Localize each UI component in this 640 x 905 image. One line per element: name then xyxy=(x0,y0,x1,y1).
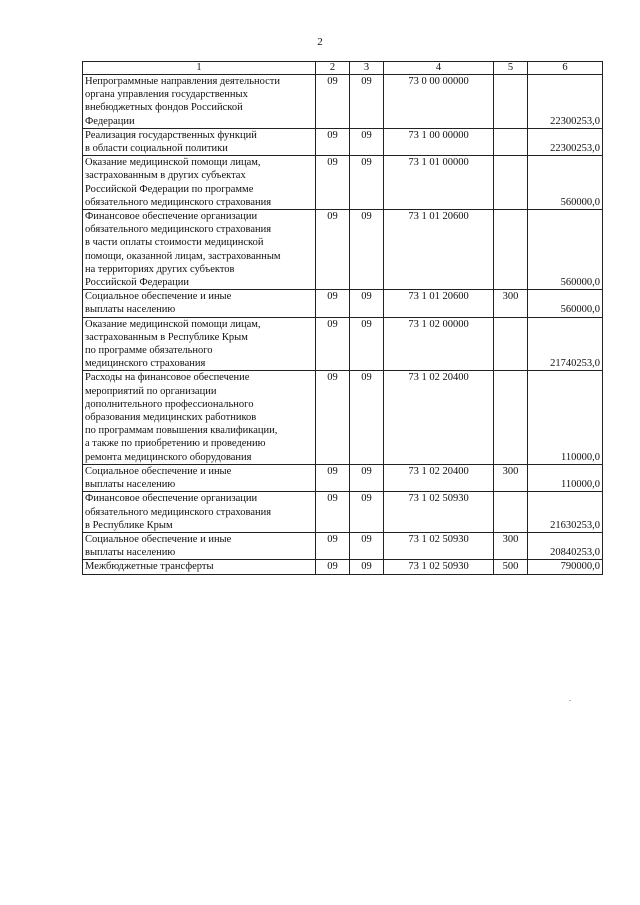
row-section-cell: 09 xyxy=(316,317,350,371)
row-name-cell: Финансовое обеспечение организации обязательного медицинского страхования в части оплаты стоимости медицинской помощи, оказанной лицам, застрахованным на территориях других субъектов Российской Федерации xyxy=(83,210,316,290)
row-expense-type-cell xyxy=(494,156,528,210)
row-name-cell: Межбюджетные трансферты xyxy=(83,560,316,574)
row-subsection-cell: 09 xyxy=(350,317,384,371)
row-amount-cell: 110000,0 xyxy=(528,371,603,464)
row-expense-type-cell: 300 xyxy=(494,532,528,559)
row-amount-cell: 560000,0 xyxy=(528,290,603,317)
table-row xyxy=(83,156,603,210)
table-header xyxy=(83,62,603,75)
row-expense-type-cell: 300 xyxy=(494,464,528,491)
table-row xyxy=(83,210,603,290)
row-target-article-cell: 73 1 02 20400 xyxy=(384,464,494,491)
budget-table xyxy=(82,61,603,575)
table-row xyxy=(83,371,603,464)
header-cell-4: 4 xyxy=(384,62,494,75)
row-subsection-cell: 09 xyxy=(350,210,384,290)
row-target-article-cell: 73 1 01 20600 xyxy=(384,290,494,317)
row-name-cell: Расходы на финансовое обеспечение мероприятий по организации дополнительного профессионального образования медицинских работников по программам повышения квалификации, а также по приобретению и проведению ремонта медицинского оборудования xyxy=(83,371,316,464)
row-amount-cell: 560000,0 xyxy=(528,156,603,210)
header-cell-3: 3 xyxy=(350,62,384,75)
row-target-article-cell: 73 1 02 20400 xyxy=(384,371,494,464)
header-cell-5: 5 xyxy=(494,62,528,75)
row-section-cell: 09 xyxy=(316,156,350,210)
row-expense-type-cell xyxy=(494,492,528,533)
row-expense-type-cell: 300 xyxy=(494,290,528,317)
row-target-article-cell: 73 0 00 00000 xyxy=(384,75,494,129)
header-cell-2: 2 xyxy=(316,62,350,75)
row-section-cell: 09 xyxy=(316,532,350,559)
row-name-cell: Социальное обеспечение и иные выплаты населению xyxy=(83,464,316,491)
row-amount-cell: 560000,0 xyxy=(528,210,603,290)
row-section-cell: 09 xyxy=(316,210,350,290)
row-subsection-cell: 09 xyxy=(350,464,384,491)
table-body xyxy=(83,75,603,575)
row-subsection-cell: 09 xyxy=(350,290,384,317)
row-name-cell: Оказание медицинской помощи лицам, застрахованным в других субъектах Российской Федерации по программе обязательного медицинского страхования xyxy=(83,156,316,210)
table-row xyxy=(83,128,603,155)
page-number: 2 xyxy=(317,36,323,48)
row-subsection-cell: 09 xyxy=(350,532,384,559)
row-subsection-cell: 09 xyxy=(350,492,384,533)
row-amount-cell: 21740253,0 xyxy=(528,317,603,371)
row-section-cell: 09 xyxy=(316,560,350,574)
row-amount-cell: 21630253,0 xyxy=(528,492,603,533)
row-section-cell: 09 xyxy=(316,128,350,155)
row-subsection-cell: 09 xyxy=(350,75,384,129)
header-row xyxy=(83,62,603,75)
table-row xyxy=(83,75,603,129)
row-target-article-cell: 73 1 02 50930 xyxy=(384,492,494,533)
row-target-article-cell: 73 1 02 50930 xyxy=(384,560,494,574)
row-name-cell: Реализация государственных функций в области социальной политики xyxy=(83,128,316,155)
row-amount-cell: 22300253,0 xyxy=(528,128,603,155)
row-expense-type-cell: 500 xyxy=(494,560,528,574)
row-section-cell: 09 xyxy=(316,290,350,317)
row-amount-cell: 110000,0 xyxy=(528,464,603,491)
row-name-cell: Социальное обеспечение и иные выплаты населению xyxy=(83,532,316,559)
scan-artifact xyxy=(569,700,571,701)
table-row xyxy=(83,492,603,533)
row-expense-type-cell xyxy=(494,128,528,155)
row-subsection-cell: 09 xyxy=(350,156,384,210)
header-cell-1: 1 xyxy=(83,62,316,75)
row-expense-type-cell xyxy=(494,75,528,129)
header-cell-6: 6 xyxy=(528,62,603,75)
row-section-cell: 09 xyxy=(316,75,350,129)
row-section-cell: 09 xyxy=(316,464,350,491)
row-name-cell: Финансовое обеспечение организации обязательного медицинского страхования в Республике Крым xyxy=(83,492,316,533)
table-row xyxy=(83,532,603,559)
row-target-article-cell: 73 1 01 00000 xyxy=(384,156,494,210)
table-row xyxy=(83,464,603,491)
row-name-cell: Непрограммные направления деятельности органа управления государственных внебюджетных фондов Российской Федерации xyxy=(83,75,316,129)
row-amount-cell: 790000,0 xyxy=(528,560,603,574)
row-target-article-cell: 73 1 02 50930 xyxy=(384,532,494,559)
row-subsection-cell: 09 xyxy=(350,128,384,155)
row-section-cell: 09 xyxy=(316,371,350,464)
row-expense-type-cell xyxy=(494,371,528,464)
row-expense-type-cell xyxy=(494,210,528,290)
row-name-cell: Оказание медицинской помощи лицам, застрахованным в Республике Крым по программе обязательного медицинского страхования xyxy=(83,317,316,371)
row-amount-cell: 20840253,0 xyxy=(528,532,603,559)
row-amount-cell: 22300253,0 xyxy=(528,75,603,129)
row-subsection-cell: 09 xyxy=(350,560,384,574)
table-row xyxy=(83,560,603,574)
table-row xyxy=(83,317,603,371)
row-subsection-cell: 09 xyxy=(350,371,384,464)
table-row xyxy=(83,290,603,317)
row-target-article-cell: 73 1 02 00000 xyxy=(384,317,494,371)
row-name-cell: Социальное обеспечение и иные выплаты населению xyxy=(83,290,316,317)
row-expense-type-cell xyxy=(494,317,528,371)
row-target-article-cell: 73 1 00 00000 xyxy=(384,128,494,155)
row-section-cell: 09 xyxy=(316,492,350,533)
row-target-article-cell: 73 1 01 20600 xyxy=(384,210,494,290)
